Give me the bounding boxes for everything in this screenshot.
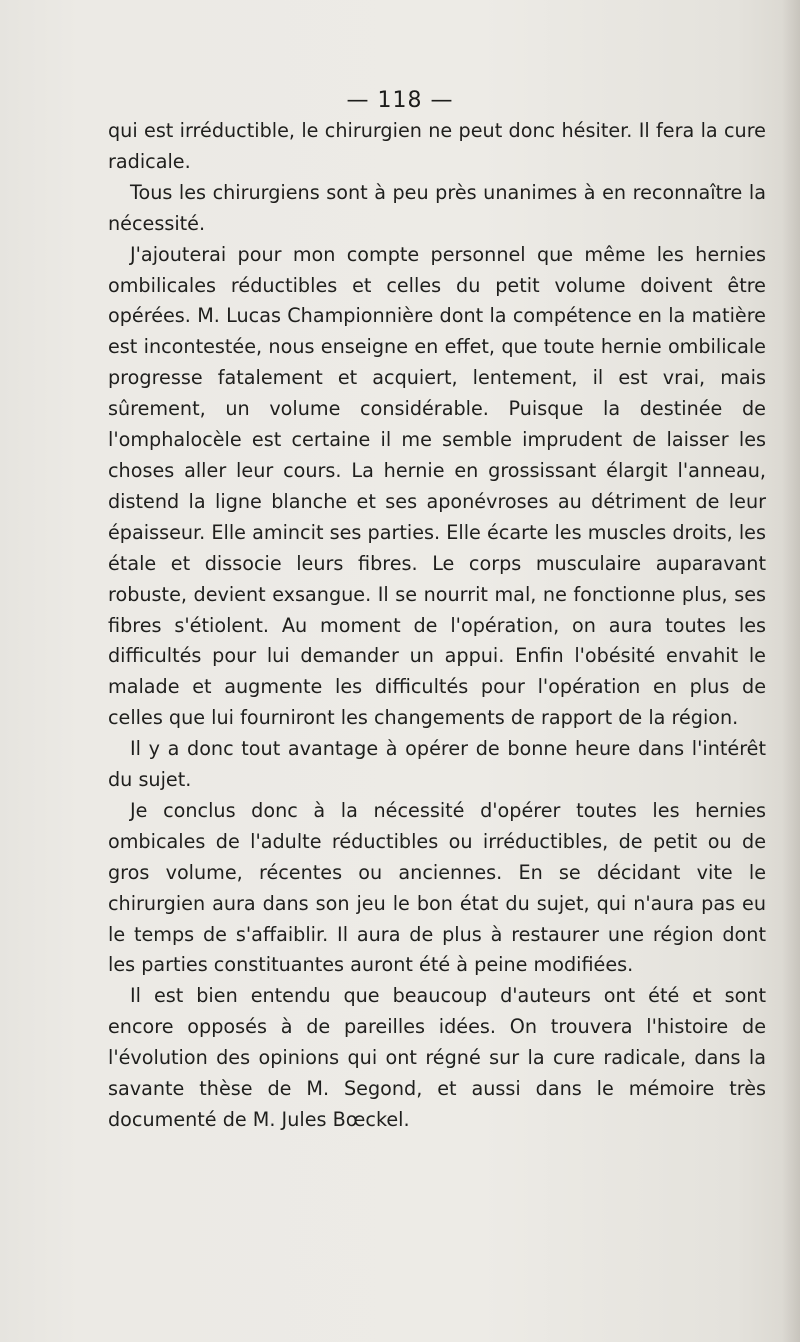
paragraph: Il est bien entendu que beaucoup d'auteurs ont été et sont encore opposés à de pareilles idées. On trouvera l'histoire de l'évolution des opinions qui ont régné sur la cure radicale, dans la savante thèse de M. Segond, et aussi dans le mémoire très documenté de M. Jules Bœckel. [108, 984, 766, 1131]
paragraph: qui est irréductible, le chirurgien ne peut donc hésiter. Il fera la cure radicale. [108, 119, 766, 173]
page-edge-shadow [782, 0, 800, 1342]
paragraph: Il y a donc tout avantage à opérer de bonne heure dans l'intérêt du sujet. [108, 737, 766, 792]
paragraph: J'ajouterai pour mon compte personnel que même les hernies ombilicales réductibles et celles du petit volume doivent être opérées. M. Lucas Championnière dont la compétence en la matière est incontestée, nous enseigne en effet, que toute hernie ombilicale progresse fatalement et acquiert, lentement, il est vrai, mais sûrement, un volume considérable. Puisque la destinée de l'omphalocèle est certaine il me semble imprudent de laisser les choses aller leur cours. La hernie en grossissant élargit l'anneau, distend la ligne blanche et ses aponévroses au détriment de leur épaisseur. Elle amincit ses parties. Elle écarte les muscles droits, les étale et dissocie leurs fibres. Le corps musculaire auparavant robuste, devient exsangue. Il se nourrit mal, ne fonctionne plus, ses fibres s'étiolent. Au moment de l'opération, on aura toutes les difficultés pour lui demander un appui. Enfin l'obésité envahit le malade et augmente les difficultés pour l'opération en plus de celles que lui fourniront les changements de rapport de la région. [108, 242, 766, 730]
page-number: — 118 — [346, 88, 454, 113]
paragraph: Je conclus donc à la nécessité d'opérer toutes les hernies ombicales de l'adulte réductibles ou irréductibles, de petit ou de gros volume, récentes ou anciennes. En se décidant vite le chirurgien aura dans son jeu le bon état du sujet, qui n'aura pas eu le temps de s'affaiblir. Il aura de plus à restaurer une région dont les parties constituantes auront été à peine modifiées. [108, 798, 766, 977]
body-text [108, 116, 766, 1136]
paragraph: Tous les chirurgiens sont à peu près unanimes à en reconnaître la nécessité. [108, 180, 766, 235]
